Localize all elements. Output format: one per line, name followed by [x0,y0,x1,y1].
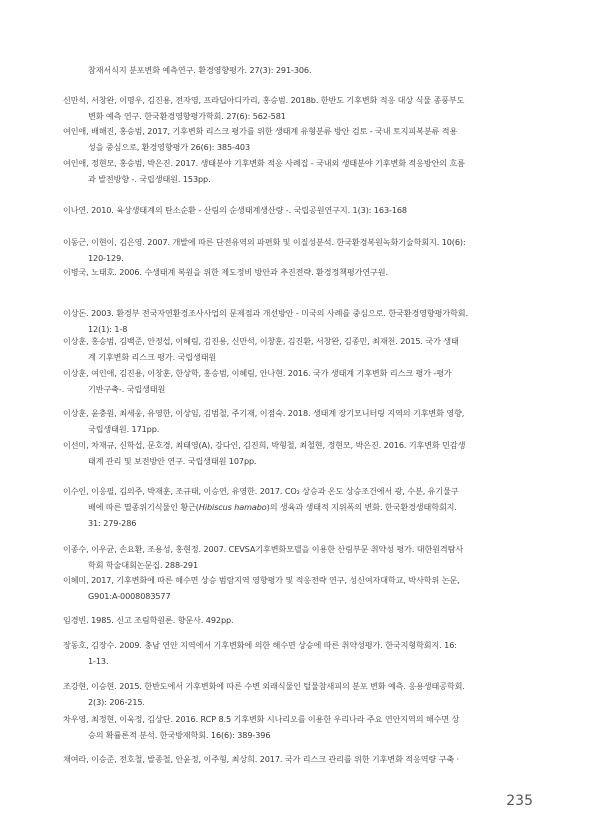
reference-entry [63,264,548,280]
reference-line: 신만석, 서창완, 이명우, 김진용, 전자영, 프라딥아디카리, 홍승범. 2018b. 한반도 기후변화 적응 대상 식물 종풍부도 [63,95,465,105]
reference-entry [63,333,548,365]
reference-line: 채여라, 이승준, 전호철, 발종철, 안윤정, 이주형, 최상희. 2017. 국가 리스크 관리를 위한 기후변화 적응역량 구축 · [63,754,460,764]
reference-line: 참재서식지 분포변화 예측연구. 환경영향평가. 27(3): 291-306. [88,65,312,75]
reference-line: 이수인, 이응필, 김의주, 박재훈, 조규태, 이승연, 유영한. 2017. CO₂ 상승과 온도 상승조건에서 광, 수분, 유기물구 [63,486,459,496]
reference-continuation-line: 태계 관리 및 보전방안 연구. 국립생태원 107pp. [88,456,257,466]
reference-line: 장동호, 김장수. 2009. 충남 연안 지역에서 기후변화에 의한 해수면 상승에 따른 취약성평가. 한국지형학회지. 16: [63,640,457,650]
reference-line: 조강현, 이승현. 2015. 한반도에서 기후변화에 따른 수변 외래식물인 털물참새피의 분포 변화 예측. 응용생태공학회. [63,681,465,691]
reference-line: 이상훈, 여인애, 김진용, 이창훈, 한상학, 홍승범, 이혜림, 안나현. 2016. 국가 생태계 기후변화 리스크 평가 -평가 [63,368,452,378]
reference-continuation-line: 120-129. [88,253,124,263]
reference-line: 이상훈, 홍승범, 김백준, 안정섭, 이혜림, 김진용, 신만석, 이창훈, 김진환, 서창완, 김종민, 최재천. 2015. 국가 생태 [63,336,459,346]
reference-line: 이동근, 이현이, 김은영. 2007. 개발에 따른 단전유역의 파편화 및 이질성분석. 한국환경복원녹화기술학회지. 10(6): [63,237,466,247]
reference-line: 이나연. 2010. 육상생태계의 탄소순환 - 산림의 순생태계생산량 -. 국립공원연구지. 1(3): 163-168 [63,205,407,215]
reference-continuation-line: 31: 279-286 [88,518,137,528]
reference-entry [63,202,548,218]
reference-entry [63,123,548,155]
reference-continuation-line: 1-13. [88,656,109,666]
reference-continuation-line: 국립생태원. 171pp. [88,424,160,434]
reference-entry [63,751,548,767]
reference-continuation-line: 계 기후변화 리스크 평가. 국립생태원 [88,352,217,362]
reference-entry [63,405,548,437]
reference-continuation-line: 승의 확률론적 분석. 한국방재학회. 16(6): 389-396 [88,730,271,740]
page-number: 235 [506,793,533,809]
reference-continuation-line: G901:A-0008083577 [88,591,171,601]
reference-entry [63,612,548,628]
reference-entry [63,711,548,743]
reference-continuation-line: 변화 예측 연구. 한국환경영향평가학회. 27(6): 562-581 [88,111,286,121]
reference-line: 이상훈, 윤충원, 최세웅, 유영한, 이상임, 김범철, 주기재, 이점숙. 2018. 생태계 장기모니터링 지역의 기후변화 영향, [63,408,465,418]
reference-line: 임경빈. 1985. 신고 조림학원론. 향문사. 492pp. [63,615,234,625]
reference-entry [63,483,548,531]
reference-continuation-line: 2(3): 206-215. [88,697,145,707]
reference-continuation-line: 배에 따른 멸종위기식물인 황근(Hibiscus hamabo)의 생육과 생태적 지위폭의 변화. 한국환경생태학회지. [88,502,457,512]
reference-continuation-line: 12(1): 1-8 [88,324,128,334]
reference-line: 차우영, 최정현, 이욱정, 김상단. 2016. RCP 8.5 기후변화 시나리오를 이용한 우리나라 주요 연안지역의 해수면 상 [63,714,460,724]
reference-entry [63,365,548,397]
reference-line: 이상돈. 2003. 환경부 전국자연환경조사사업의 문제점과 개선방안 - 미국의 사례를 중심으로. 한국환경영향평가학회. [63,308,468,318]
reference-continuation-line: 성을 중심으로, 환경영향평가 26(6): 385-403 [88,142,250,152]
reference-line: 이종수, 이우균, 손요환, 조용성, 홍현정. 2007. CEVSA기후변화모델을 이용한 산림부문 취약성 평가. 대한원격탐사 [63,544,464,554]
reference-entry [63,155,548,187]
reference-continuation-line: 과 발전방향 -. 국립생태원. 153pp. [88,174,211,184]
reference-line: 여인애, 배해진, 홍승범, 2017, 기후변화 리스크 평가를 위한 생태계 유형분류 방안 검토 - 국내 토지피복분류 적용 [63,126,458,136]
reference-entry [63,437,548,469]
reference-entry [63,572,548,604]
reference-entry [63,62,548,78]
reference-line: 이병국, 노태호. 2006. 수생태계 복원을 위한 제도정비 방안과 추진전략. 환경정책평가연구원. [63,267,388,277]
reference-entry [63,92,548,124]
reference-entry [63,637,548,669]
reference-line: 여인애, 정현모, 홍승범, 박은진. 2017. 생태분야 기후변화 적응 사례집 - 국내외 생태분야 기후변화 적응방안의 흐름 [63,158,465,168]
reference-line: 이선미, 차재규, 신학섭, 문호경, 최태영(A), 강다인, 김진희, 박형철, 최철현, 정현모, 박은진. 2016. 기후변화 민감생 [63,440,466,450]
reference-continuation-line: 학회 학술대회논문집. 288-291 [88,560,199,570]
reference-entry [63,678,548,710]
reference-entry [63,541,548,573]
reference-entry [63,234,548,266]
reference-continuation-line: 기반구축-. 국립생태원 [88,384,166,394]
reference-line: 이혜미, 2017, 기후변화에 따른 해수면 상승 범람지역 영향평가 및 적응전략 연구, 성신여자대학교, 박사학위 논문, [63,575,460,585]
